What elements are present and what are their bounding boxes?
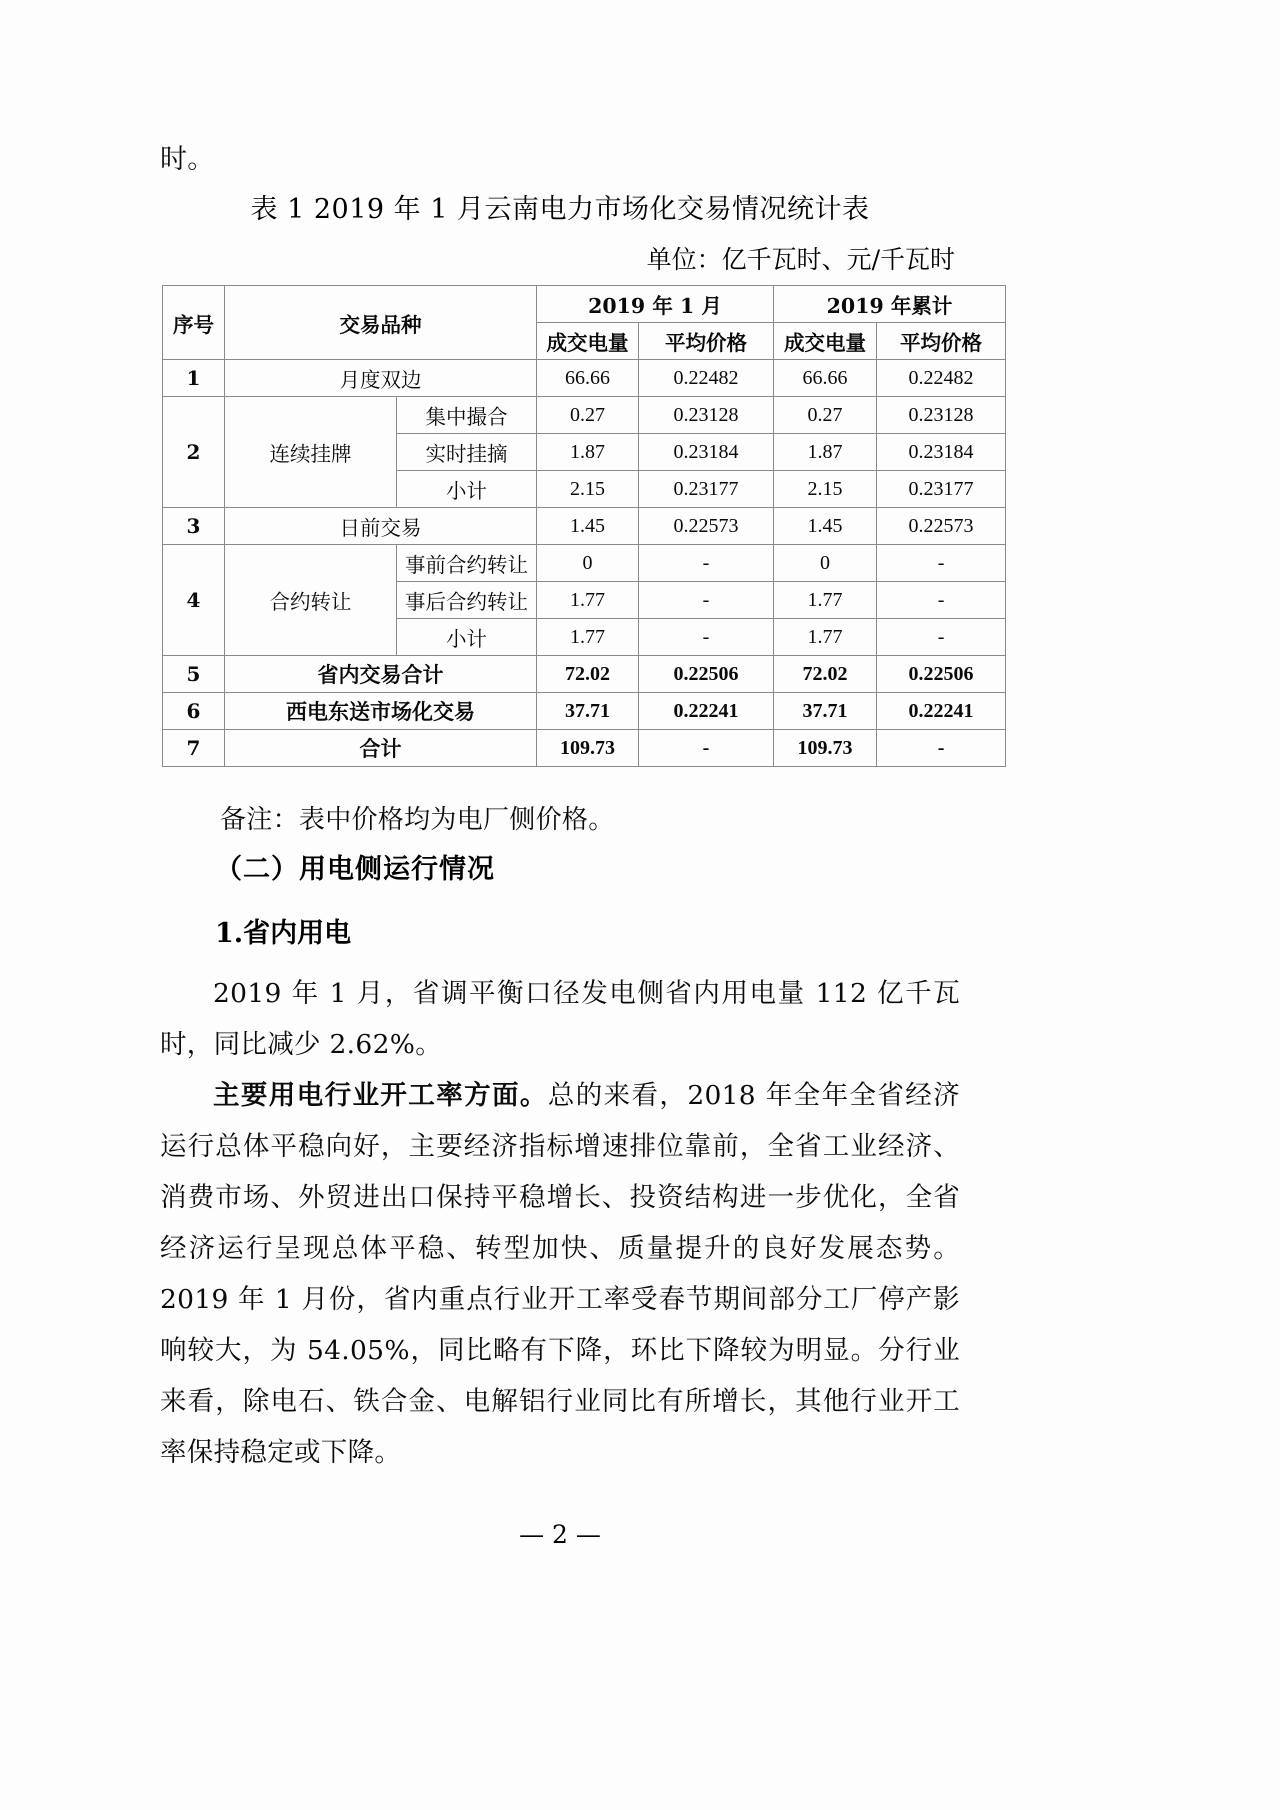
header-cum-price: 平均价格: [877, 323, 1006, 360]
row-category: 合计: [225, 730, 537, 767]
row-index: 3: [163, 508, 225, 545]
cell-cum-price: -: [877, 582, 1006, 619]
row-index: 7: [163, 730, 225, 767]
cell-month-volume: 1.87: [537, 434, 639, 471]
cell-month-volume: 1.77: [537, 619, 639, 656]
cell-cum-volume: 37.71: [774, 693, 877, 730]
table-row: [163, 360, 1006, 397]
cell-cum-volume: 1.87: [774, 434, 877, 471]
cell-month-price: 0.23128: [639, 397, 774, 434]
table-note: 备注：表中价格均为电厂侧价格。: [220, 805, 615, 835]
row-subcategory: 事后合约转让: [397, 582, 537, 619]
cell-month-volume: 109.73: [537, 730, 639, 767]
cell-month-volume: 0.27: [537, 397, 639, 434]
paragraph-provincial-consumption: 2019 年 1 月，省调平衡口径发电侧省内用电量 112 亿千瓦时，同比减少 2.62%。: [160, 978, 960, 1060]
cell-cum-volume: 2.15: [774, 471, 877, 508]
cell-month-volume: 0: [537, 545, 639, 582]
continued-text: 时。: [160, 144, 215, 175]
table-row: [163, 730, 1006, 767]
cell-month-price: 0.22573: [639, 508, 774, 545]
cell-month-volume: 37.71: [537, 693, 639, 730]
row-index: 6: [163, 693, 225, 730]
row-category: 日前交易: [225, 508, 537, 545]
section-heading-provincial: 1.省内用电: [215, 918, 352, 949]
header-cum-volume: 成交电量: [774, 323, 877, 360]
section-heading-demand-side: （二）用电侧运行情况: [215, 854, 495, 885]
cell-cum-volume: 0.27: [774, 397, 877, 434]
cell-month-price: 0.23177: [639, 471, 774, 508]
table-header-row-1: [163, 286, 1006, 323]
cell-month-price: 0.23184: [639, 434, 774, 471]
market-transaction-table: [162, 285, 1006, 767]
cell-cum-price: 0.23128: [877, 397, 1006, 434]
cell-month-price: 0.22506: [639, 656, 774, 693]
cell-cum-price: 0.23184: [877, 434, 1006, 471]
table-row: [163, 545, 1006, 582]
cell-cum-volume: 109.73: [774, 730, 877, 767]
row-category: 合约转让: [225, 545, 397, 656]
cell-month-price: -: [639, 730, 774, 767]
cell-cum-volume: 1.45: [774, 508, 877, 545]
row-index: 4: [163, 545, 225, 656]
table-title: 表 1 2019 年 1 月云南电力市场化交易情况统计表: [250, 194, 870, 225]
table-unit-note: 单位：亿千瓦时、元/千瓦时: [646, 245, 955, 274]
row-subcategory: 事前合约转让: [397, 545, 537, 582]
cell-cum-volume: 1.77: [774, 582, 877, 619]
row-category: 西电东送市场化交易: [225, 693, 537, 730]
cell-cum-volume: 66.66: [774, 360, 877, 397]
row-subcategory: 集中撮合: [397, 397, 537, 434]
page-number: — 2 —: [519, 1520, 601, 1549]
cell-cum-price: 0.22506: [877, 656, 1006, 693]
cell-month-price: -: [639, 545, 774, 582]
cell-month-volume: 1.77: [537, 582, 639, 619]
row-index: 1: [163, 360, 225, 397]
header-group-month: 2019 年 1 月: [537, 286, 774, 323]
header-month-volume: 成交电量: [537, 323, 639, 360]
cell-month-volume: 66.66: [537, 360, 639, 397]
row-category: 连续挂牌: [225, 397, 397, 508]
cell-cum-price: -: [877, 545, 1006, 582]
row-index: 2: [163, 397, 225, 508]
table-row: [163, 693, 1006, 730]
cell-cum-price: 0.22241: [877, 693, 1006, 730]
row-category: 月度双边: [225, 360, 537, 397]
paragraph-startup-lead: 主要用电行业开工率方面。: [213, 1080, 548, 1111]
header-month-price: 平均价格: [639, 323, 774, 360]
paragraph-startup-rest: 总的来看，2018 年全年全省经济运行总体平稳向好，主要经济指标增速排位靠前，全省工业经济、消费市场、外贸进出口保持平稳增长、投资结构进一步优化，全省经济运行呈现总体平稳、转型加快、质量提升的良好发展态势。2019 年 1 月份，省内重点行业开工率受春节期间部分工厂停产影响较大，为 54.05%，同比略有下降，环比下降较为明显。分行业来看，除电石、铁合金、电解铝行业同比有所增长，其他行业开工率保持稳定或下降。: [160, 1080, 960, 1468]
cell-month-volume: 2.15: [537, 471, 639, 508]
table-container: [162, 285, 983, 767]
cell-month-volume: 72.02: [537, 656, 639, 693]
row-index: 5: [163, 656, 225, 693]
cell-cum-price: -: [877, 619, 1006, 656]
row-subcategory: 实时挂摘: [397, 434, 537, 471]
cell-month-price: -: [639, 619, 774, 656]
cell-cum-volume: 1.77: [774, 619, 877, 656]
cell-month-price: 0.22482: [639, 360, 774, 397]
header-index: 序号: [163, 286, 225, 360]
cell-cum-price: -: [877, 730, 1006, 767]
header-group-cumulative: 2019 年累计: [774, 286, 1006, 323]
row-subcategory: 小计: [397, 619, 537, 656]
header-category: 交易品种: [225, 286, 537, 360]
cell-month-price: 0.22241: [639, 693, 774, 730]
cell-month-volume: 1.45: [537, 508, 639, 545]
cell-cum-price: 0.22573: [877, 508, 1006, 545]
table-row: [163, 508, 1006, 545]
row-category: 省内交易合计: [225, 656, 537, 693]
cell-month-price: -: [639, 582, 774, 619]
table-row: [163, 397, 1006, 434]
paragraph-startup-rate: [160, 1070, 960, 1478]
cell-cum-price: 0.22482: [877, 360, 1006, 397]
table-row: [163, 656, 1006, 693]
row-subcategory: 小计: [397, 471, 537, 508]
cell-cum-volume: 0: [774, 545, 877, 582]
cell-cum-price: 0.23177: [877, 471, 1006, 508]
cell-cum-volume: 72.02: [774, 656, 877, 693]
